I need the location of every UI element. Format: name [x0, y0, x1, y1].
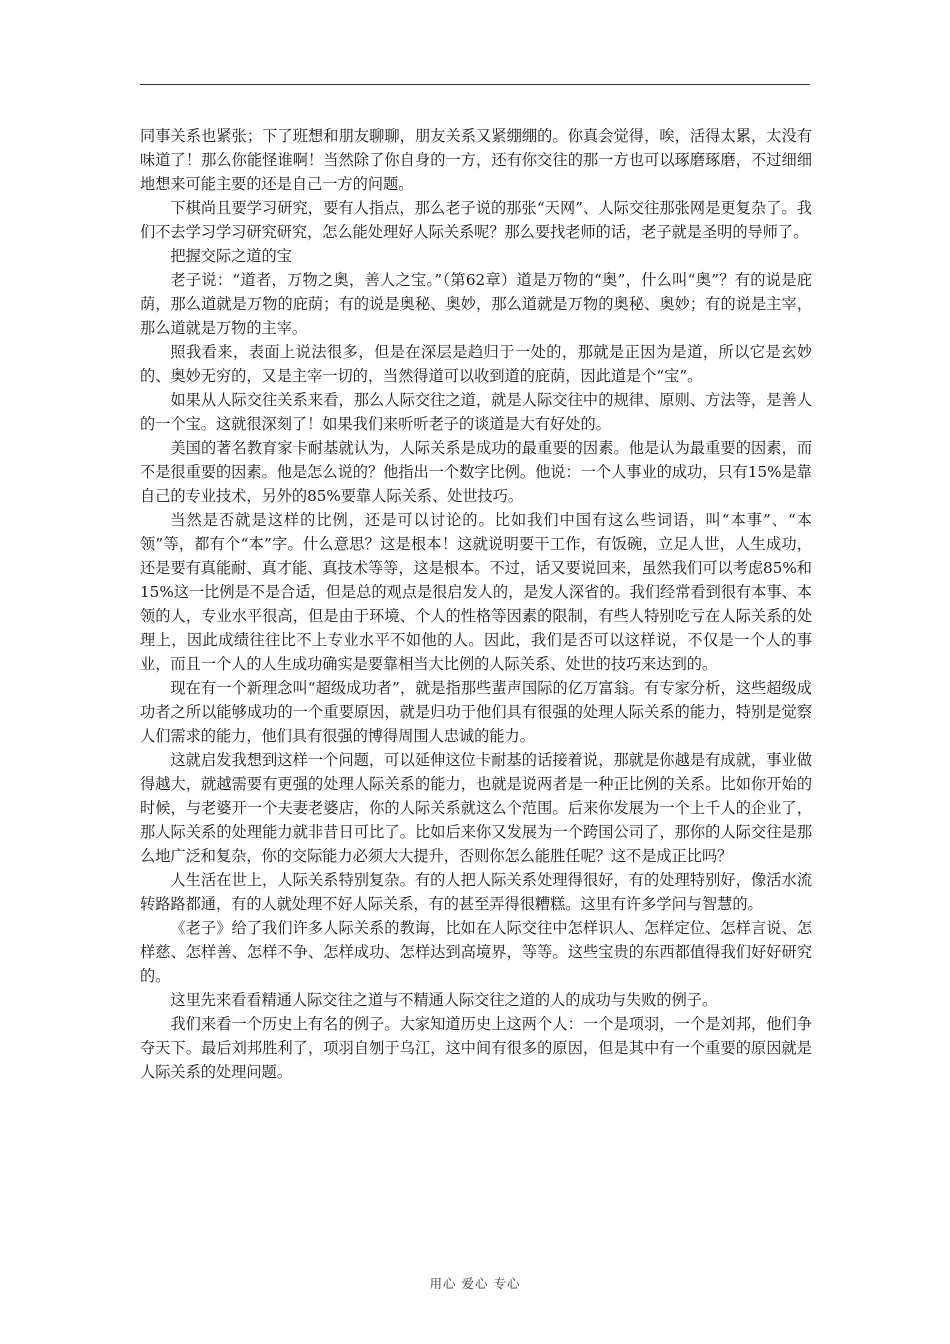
paragraph: 美国的著名教育家卡耐基就认为，人际关系是成功的最重要的因素。他是认为最重要的因素，而不是很重要的因素。他是怎么说的？他指出一个数字比例。他说：一个人事业的成功，只有15%是靠自己的专业技术，另外的85%要靠人际关系、处世技巧。: [140, 439, 812, 505]
paragraph: 照我看来，表面上说法很多，但是在深层是趋归于一处的，那就是正因为是道，所以它是玄妙的、奥妙无穷的，又是主宰一切的，当然得道可以收到道的庇荫，因此道是个“宝”。: [140, 343, 812, 385]
paragraph: 当然是否就是这样的比例，还是可以讨论的。比如我们中国有这么些词语，叫“本事”、“本领”等，都有个“本”字。什么意思？这是根本！这就说明要干工作，有饭碗，立足人世，人生成功，还是要有真能耐、真才能、真技术等等，这是根本。不过，话又要说回来，虽然我们可以考虑85%和15%这一比例是不是合适，但是总的观点是很启发人的，是发人深省的。我们经常看到很有本事、本领的人，专业水平很高，但是由于环境、个人的性格等因素的限制，有些人特别吃亏在人际关系的处理上，因此成绩往往比不上专业水平不如他的人。因此，我们是否可以这样说，不仅是一个人的事业，而且一个人的人生成功确实是要靠相当大比例的人际关系、处世的技巧来达到的。: [140, 511, 812, 673]
page-footer: 用心 爱心 专心: [429, 1276, 521, 1291]
paragraph: 下棋尚且要学习研究，要有人指点，那么老子说的那张“天网”、人际交往那张网是更复杂了。我们不去学习学习研究研究，怎么能处理好人际关系呢？那么要找老师的话，老子就是圣明的导师了。: [140, 199, 812, 241]
paragraph: 如果从人际交往关系来看，那么人际交往之道，就是人际交往中的规律、原则、方法等，是善人的一个宝。这就很深刻了！如果我们来听听老子的谈道是大有好处的。: [140, 391, 812, 433]
paragraph: 老子说：“道者，万物之奥，善人之宝。”（第62章）道是万物的“奥”，什么叫“奥”？有的说是庇荫，那么道就是万物的庇荫；有的说是奥秘、奥妙，那么道就是万物的奥秘、奥妙；有的说是主宰，那么道就是万物的主宰。: [140, 271, 812, 337]
paragraph: 这里先来看看精通人际交往之道与不精通人际交往之道的人的成功与失败的例子。: [170, 991, 718, 1009]
section-heading: 把握交际之道的宝: [170, 247, 292, 265]
paragraph: 《老子》给了我们许多人际关系的教诲，比如在人际交往中怎样识人、怎样定位、怎样言说、怎样慈、怎样善、怎样不争、怎样成功、怎样达到高境界，等等。这些宝贵的东西都值得我们好好研究的。: [140, 919, 812, 985]
paragraph: 我们来看一个历史上有名的例子。大家知道历史上这两个人：一个是项羽，一个是刘邦，他们争夺天下。最后刘邦胜利了，项羽自刎于乌江，这中间有很多的原因，但是其中有一个重要的原因就是人际关系的处理问题。: [140, 1015, 812, 1081]
paragraph: 现在有一个新理念叫“超级成功者”，就是指那些蜚声国际的亿万富翁。有专家分析，这些超级成功者之所以能够成功的一个重要原因，就是归功于他们具有很强的处理人际关系的能力，特别是觉察人们需求的能力，他们具有很强的博得周围人忠诚的能力。: [140, 679, 812, 745]
paragraph: 这就启发我想到这样一个问题，可以延伸这位卡耐基的话接着说，那就是你越是有成就，事业做得越大，就越需要有更强的处理人际关系的能力，也就是说两者是一种正比例的关系。比如你开始的时候，与老婆开一个夫妻老婆店，你的人际关系就这么个范围。后来你发展为一个上千人的企业了，那人际关系的处理能力就非昔日可比了。比如后来你又发展为一个跨国公司了，那你的人际交往是那么地广泛和复杂，你的交际能力必须大大提升，否则你怎么能胜任呢？这不是成正比吗？: [140, 751, 812, 865]
paragraph: 人生活在世上，人际关系特别复杂。有的人把人际关系处理得很好，有的处理特别好，像活水流转路路都通，有的人就处理不好人际关系，有的甚至弄得很糟糕。这里有许多学问与智慧的。: [140, 871, 812, 913]
paragraph: 同事关系也紧张；下了班想和朋友聊聊，朋友关系又紧绷绷的。你真会觉得，唉，活得太累，太没有味道了！那么你能怪谁啊！当然除了你自身的一方，还有你交往的那一方也可以琢磨琢磨，不过细细地想来可能主要的还是自己一方的问题。: [140, 127, 812, 193]
header-rule: [140, 84, 810, 85]
document-body: [140, 124, 812, 1084]
